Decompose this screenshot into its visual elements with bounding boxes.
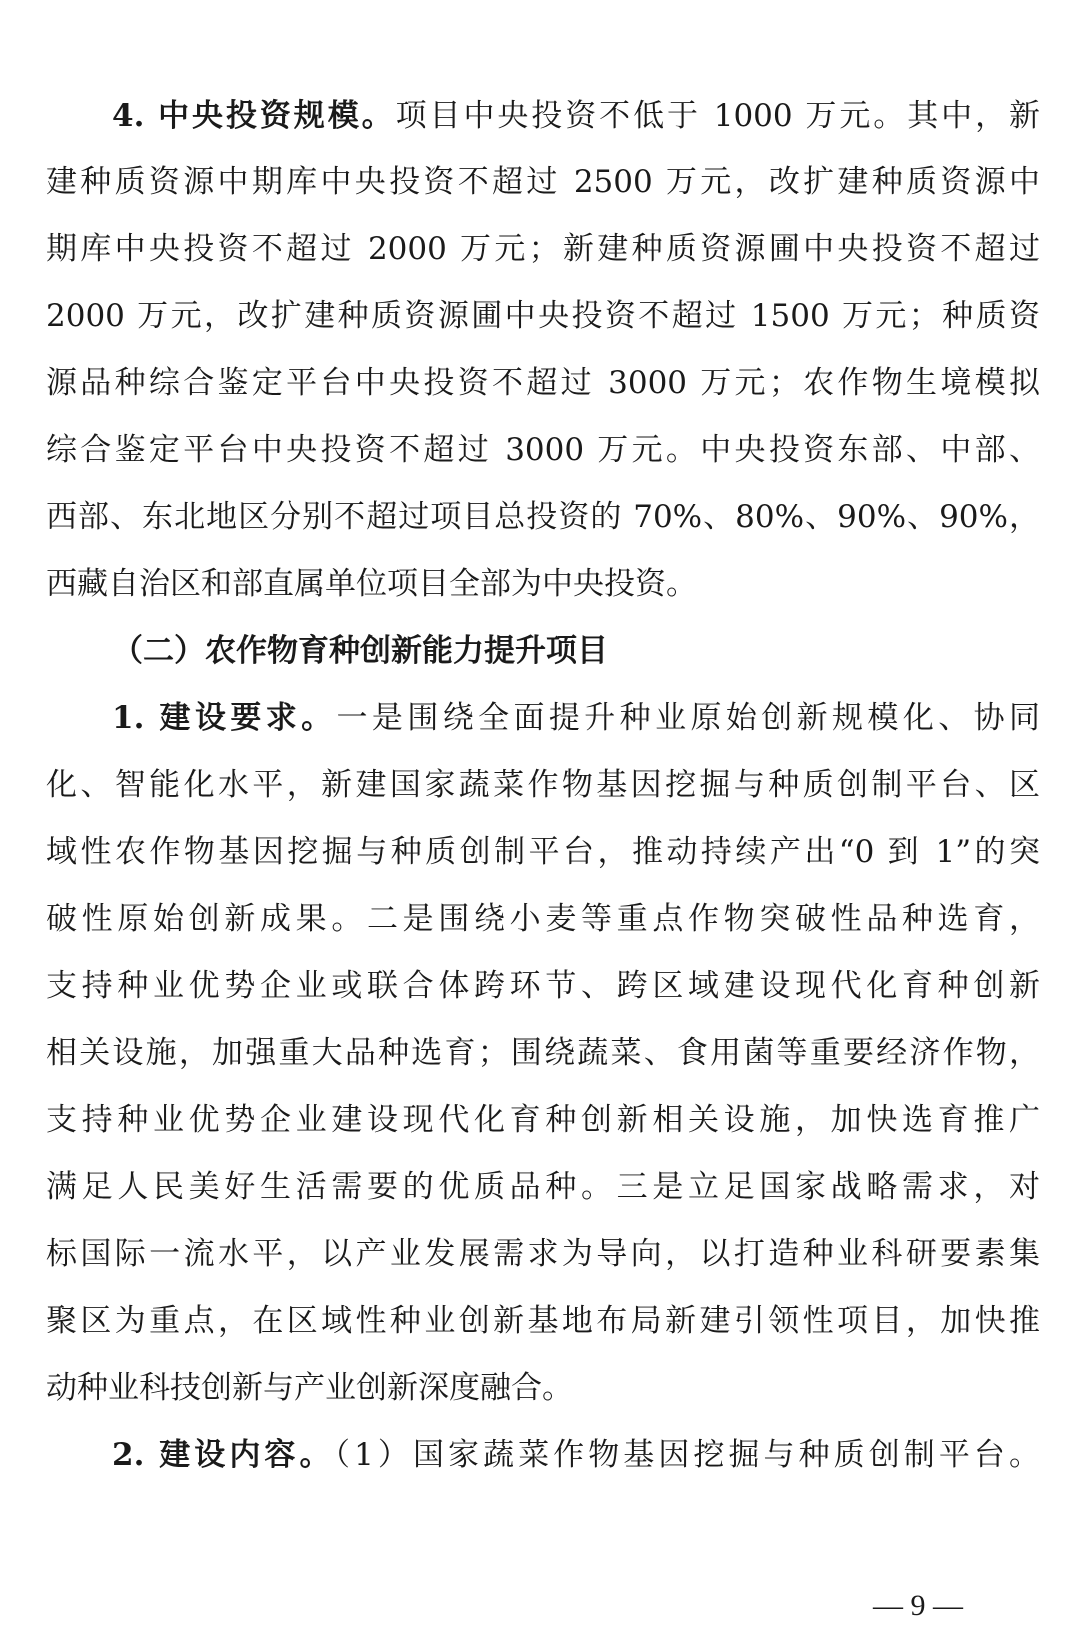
paragraph-line: 破性原始创新成果。二是围绕小麦等重点作物突破性品种选育，	[46, 901, 1040, 937]
paragraph-line: 满足人民美好生活需要的优质品种。三是立足国家战略需求，对	[46, 1169, 1040, 1205]
paragraph-line: 源品种综合鉴定平台中央投资不超过 3000 万元；农作物生境模拟	[46, 365, 1040, 401]
paragraph-heading: 1. 建设要求。	[112, 700, 337, 736]
paragraph-line: 2000 万元，改扩建种质资源圃中央投资不超过 1500 万元；种质资	[46, 298, 1040, 334]
page-number: — 9 —	[873, 1589, 963, 1622]
section-heading: （二）农作物育种创新能力提升项目	[112, 633, 608, 669]
paragraph-text: 一是围绕全面提升种业原始创新规模化、协同	[336, 700, 1041, 736]
paragraph-text: （1）国家蔬菜作物基因挖掘与种质创制平台。	[334, 1437, 1040, 1473]
paragraph-line: 标国际一流水平，以产业发展需求为导向，以打造种业科研要素集	[46, 1236, 1040, 1272]
paragraph-line: 支持种业优势企业建设现代化育种创新相关设施，加快选育推广	[46, 1102, 1040, 1138]
paragraph-heading: 2. 建设内容。	[112, 1437, 335, 1473]
paragraph-line	[112, 696, 1040, 740]
paragraph-line: 西部、东北地区分别不超过项目总投资的 70%、80%、90%、90%，	[46, 499, 1040, 535]
paragraph-line	[112, 94, 1040, 138]
paragraph-line: 聚区为重点，在区域性种业创新基地布局新建引领性项目，加快推	[46, 1303, 1040, 1339]
paragraph-text: 项目中央投资不低于 1000 万元。其中，新	[395, 98, 1040, 134]
paragraph-line: 域性农作物基因挖掘与种质创制平台，推动持续产出“0 到 1”的突	[46, 834, 1040, 870]
paragraph-line: 相关设施，加强重大品种选育；围绕蔬菜、食用菌等重要经济作物，	[46, 1035, 1040, 1071]
paragraph-line: 动种业科技创新与产业创新深度融合。	[46, 1370, 573, 1406]
paragraph-heading: 4. 中央投资规模。	[112, 98, 396, 134]
paragraph-line: 期库中央投资不超过 2000 万元；新建种质资源圃中央投资不超过	[46, 231, 1040, 267]
paragraph-line: 化、智能化水平，新建国家蔬菜作物基因挖掘与种质创制平台、区	[46, 767, 1040, 803]
paragraph-line: 综合鉴定平台中央投资不超过 3000 万元。中央投资东部、中部、	[46, 432, 1040, 468]
paragraph-line	[112, 1433, 1040, 1477]
paragraph-line: 西藏自治区和部直属单位项目全部为中央投资。	[46, 566, 697, 602]
paragraph-line: 建种质资源中期库中央投资不超过 2500 万元，改扩建种质资源中	[46, 164, 1040, 200]
paragraph-line: 支持种业优势企业或联合体跨环节、跨区域建设现代化育种创新	[46, 968, 1040, 1004]
